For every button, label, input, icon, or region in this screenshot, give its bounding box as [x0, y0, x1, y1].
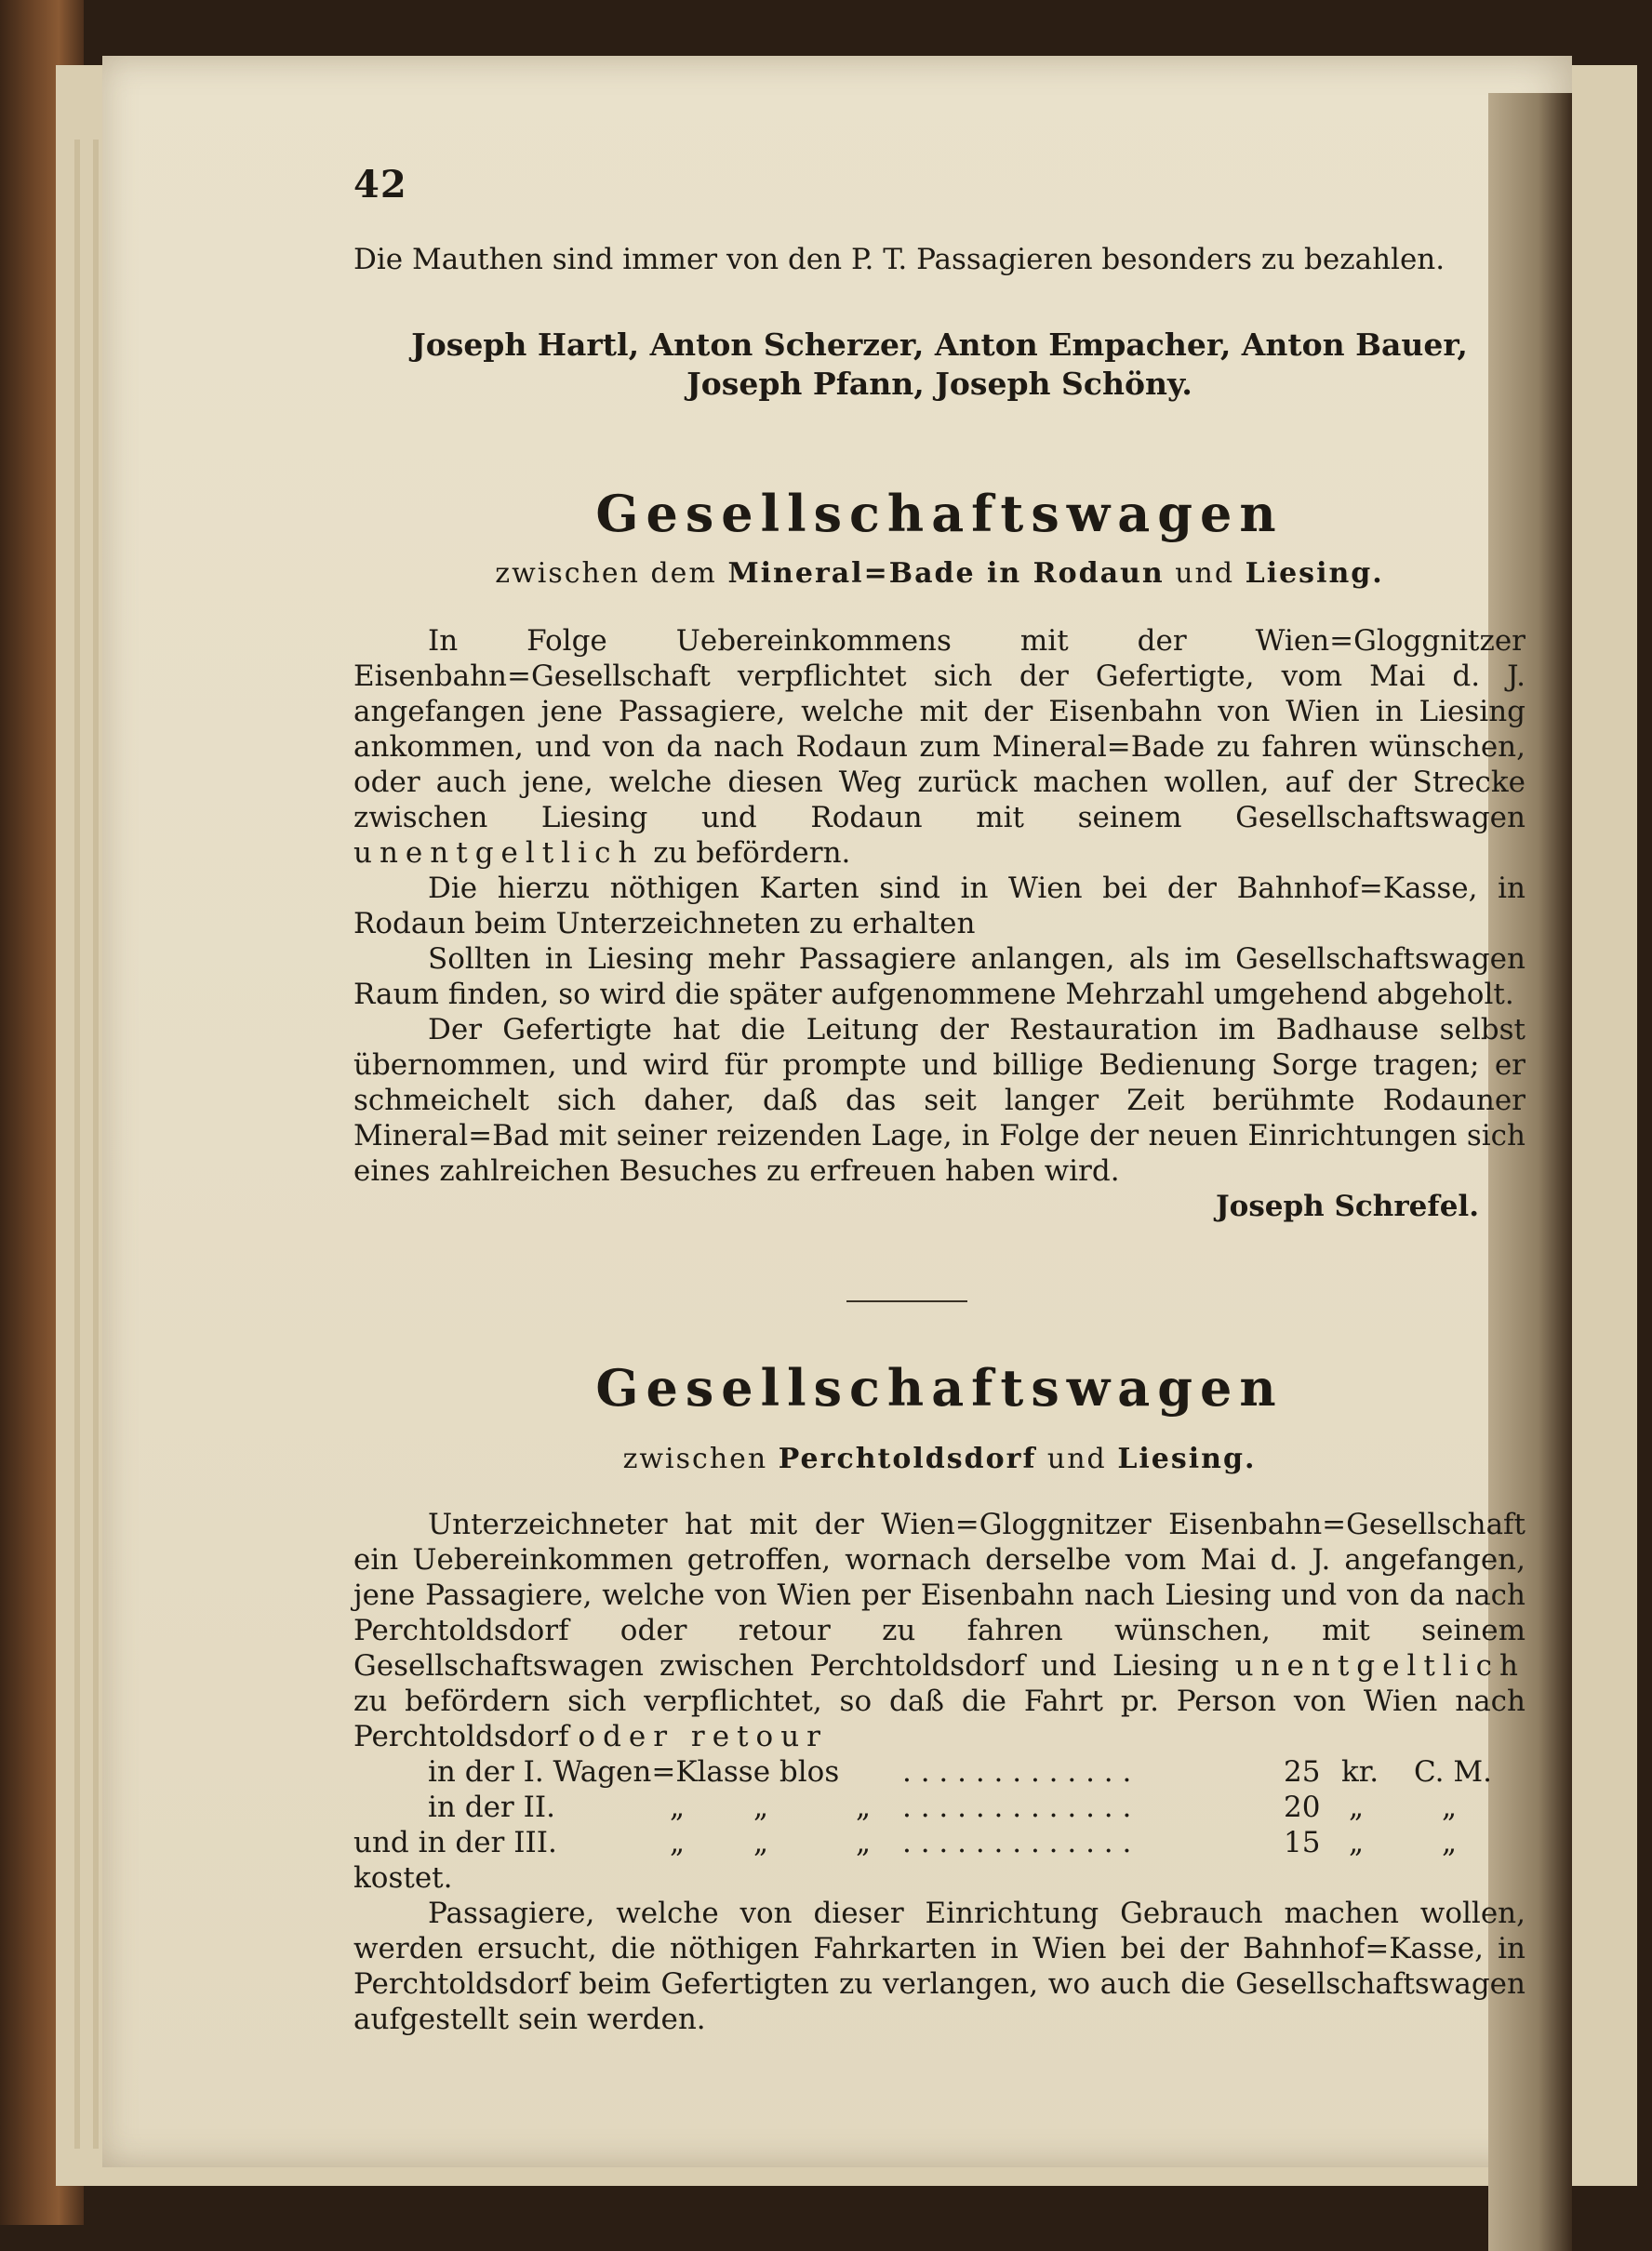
- price-amount: 25: [1284, 1755, 1321, 1789]
- subheading-text: zwischen: [622, 1443, 768, 1475]
- subheading-text: und: [1175, 557, 1235, 590]
- price-amount: 15: [1284, 1826, 1321, 1859]
- price-ditto-mark: „: [856, 1791, 872, 1824]
- price-class-label: in der I. Wagen=Klasse blos: [428, 1755, 840, 1789]
- paragraph-text: zu befördern sich verpflichtet, so daß die Fahrt pr. Person von Wien nach Perchtoldsdorf: [353, 1685, 1525, 1753]
- price-ditto-mark: „: [753, 1826, 769, 1859]
- price-ditto-mark: „: [753, 1791, 769, 1824]
- price-row: [353, 1790, 1525, 1825]
- price-leader-dots: . . . . . . . . . . . . .: [902, 1755, 1132, 1789]
- page-edge-line: [93, 140, 99, 2149]
- subheading-text: und: [1046, 1443, 1107, 1475]
- section-1-paragraph-3: Sollten in Liesing mehr Passagiere anlangen, als im Gesellschaftswagen Raum finden, so wird die später aufgenommene Mehrzahl umgehend abgeholt.: [353, 942, 1525, 1011]
- price-row: [353, 1754, 1525, 1790]
- section-1-subheading: [353, 556, 1525, 592]
- price-currency: C. M.: [1414, 1755, 1492, 1789]
- section-1-paragraph-4: Der Gefertigte hat die Leitung der Restauration im Badhause selbst übernommen, und wird für prompte und billige Bedienung Sorge tragen; er schmeichelt sich daher, daß das seit langer Zeit berühmte Rodauner Mineral=Bad mit seiner reizenden Lage, in Folge der neuen Einrichtungen sich eines zahlreichen Besuches zu erfreuen haben wird.: [353, 1013, 1525, 1188]
- section-2-paragraph-2: Passagiere, welche von dieser Einrichtung Gebrauch machen wollen, werden ersucht, die nöthigen Fahrkarten in Wien bei der Bahnhof=Kasse, in Perchtoldsdorf beim Gefertigten zu verlangen, wo auch die Gesellschaftswagen aufgestellt sein werden.: [353, 1897, 1525, 2036]
- price-unit: „: [1349, 1791, 1365, 1824]
- price-leader-dots: . . . . . . . . . . . . .: [902, 1826, 1132, 1859]
- paragraph-emphasis: oder retour: [578, 1720, 829, 1753]
- section-2-subheading: [353, 1442, 1525, 1477]
- price-unit: kr.: [1341, 1755, 1379, 1789]
- signatories-line-2: Joseph Pfann, Joseph Schöny.: [686, 366, 1192, 402]
- paragraph-emphasis: unentgeltlich: [1234, 1649, 1525, 1683]
- price-table-footer: kostet.: [353, 1861, 453, 1895]
- section-1-paragraph-1: [353, 623, 1525, 871]
- section-1-paragraph-2: Die hierzu nöthigen Karten sind in Wien bei der Bahnhof=Kasse, in Rodaun beim Unterzeichneten zu erhalten: [353, 872, 1525, 940]
- page-number: 42: [353, 163, 407, 206]
- price-currency: „: [1442, 1826, 1458, 1859]
- section-1-heading: Gesellschaftswagen: [595, 484, 1284, 543]
- paragraph-text: In Folge Uebereinkommens mit der Wien=Gloggnitzer Eisenbahn=Gesellschaft verpflichtet sich der Gefertigte, vom Mai d. J. angefangen jene Passagiere, welche mit der Eisenbahn von Wien in Liesing ankommen, und von da nach Rodaun zum Mineral=Bade zu fahren wünschen, oder auch jene, welche diesen Weg zurück machen wollen, auf der Strecke zwischen Liesing und Rodaun mit seinem Gesellschaftswagen: [353, 624, 1525, 834]
- section-1-body: [353, 623, 1525, 1224]
- price-ditto-mark: „: [670, 1826, 686, 1859]
- paragraph-text: Unterzeichneter hat mit der Wien=Gloggnitzer Eisenbahn=Gesellschaft ein Uebereinkommen getroffen, wornach derselbe vom Mai d. J. angefangen, jene Passagiere, welche von Wien per Eisenbahn nach Liesing und von da nach Perchtoldsdorf oder retour zu fahren wünschen, mit seinem Gesellschaftswagen zwischen Perchtoldsdorf und Liesing: [353, 1508, 1525, 1683]
- price-class-label: und in der III.: [353, 1826, 557, 1859]
- price-leader-dots: . . . . . . . . . . . . .: [902, 1791, 1132, 1824]
- subheading-place: Mineral=Bade in Rodaun: [727, 557, 1165, 590]
- subheading-place: Perchtoldsdorf: [778, 1443, 1037, 1475]
- subheading-text: zwischen dem: [495, 557, 717, 590]
- signatories: [353, 326, 1525, 404]
- price-ditto-mark: „: [856, 1826, 872, 1859]
- page-edge-line: [74, 140, 80, 2149]
- price-row: [353, 1825, 1525, 1860]
- paragraph-emphasis: unentgeltlich: [353, 836, 645, 870]
- toll-note: [353, 242, 1525, 277]
- price-currency: „: [1442, 1791, 1458, 1824]
- section-2-heading: Gesellschaftswagen: [595, 1358, 1284, 1418]
- price-amount: 20: [1284, 1791, 1321, 1824]
- section-1-signature: Joseph Schrefel.: [1215, 1190, 1479, 1223]
- price-class-label: in der II.: [428, 1791, 555, 1824]
- toll-paragraph: Die Mauthen sind immer von den P. T. Passagieren besonders zu bezahlen.: [353, 243, 1446, 276]
- section-2-paragraph-1: [353, 1507, 1525, 1754]
- subheading-place: Liesing.: [1117, 1443, 1257, 1475]
- section-divider: [846, 1300, 967, 1302]
- price-ditto-mark: „: [670, 1791, 686, 1824]
- signatories-line-1: Joseph Hartl, Anton Scherzer, Anton Empacher, Anton Bauer,: [411, 326, 1468, 363]
- price-unit: „: [1349, 1826, 1365, 1859]
- section-2-body: [353, 1507, 1525, 2037]
- price-table: [353, 1754, 1525, 1860]
- paragraph-text: zu befördern.: [653, 836, 851, 870]
- subheading-place: Liesing.: [1245, 557, 1384, 590]
